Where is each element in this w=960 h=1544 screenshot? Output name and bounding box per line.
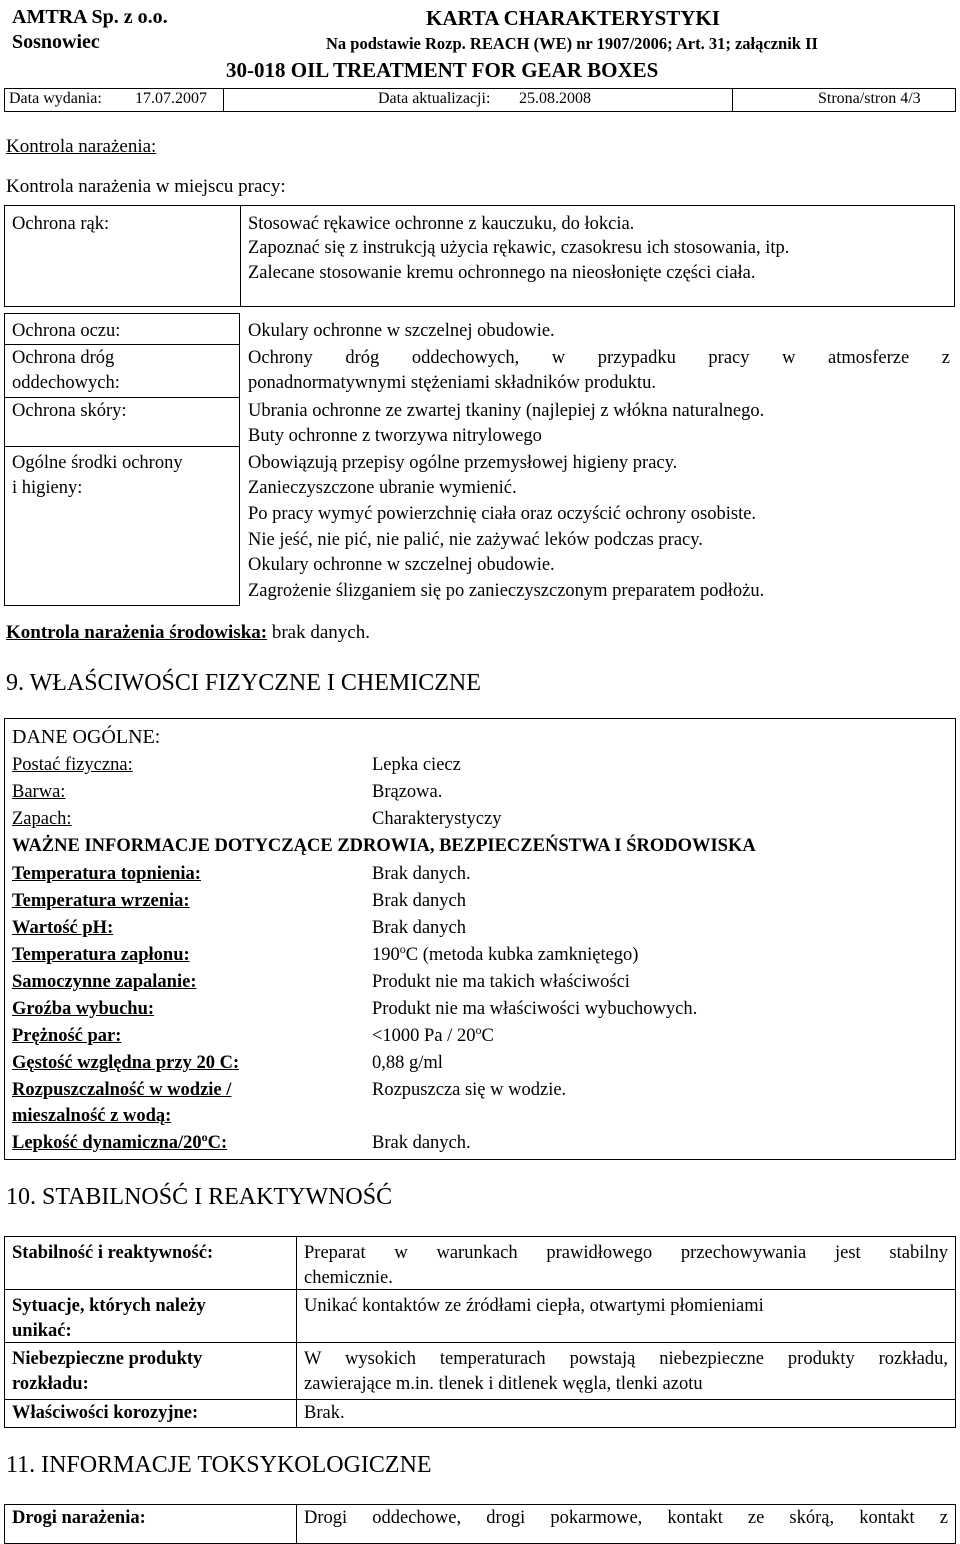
company-city: Sosnowiec [12,31,100,53]
relative-density-label: Gęstość względna przy 20 C: [12,1053,240,1073]
boiling-point-label: Temperatura wrzenia: [12,891,190,911]
regulation-line: Na podstawie Rozp. REACH (WE) nr 1907/2006; Art. 31; załącznik II [326,34,818,53]
hands-protection-line: Zapoznać się z instrukcją użycia rękawic, czasokresu ich stosowania, itp. [248,238,790,258]
eye-protection-text: Okulary ochronne w szczelnej obudowie. [248,321,555,341]
vapor-pressure-label: Prężność par: [12,1026,122,1046]
exposure-routes-text: Drogi oddechowe, drogi pokarmowe, kontakt ze skórą, kontakt z [304,1508,948,1528]
workplace-exposure-title: Kontrola narażenia w miejscu pracy: [6,176,286,197]
section-9-title: 9. WŁAŚCIWOŚCI FIZYCZNE I CHEMICZNE [6,670,481,696]
stability-text: chemicznie. [304,1268,393,1288]
respiratory-protection-label: oddechowych: [12,373,120,393]
solubility-value: Rozpuszcza się w wodzie. [372,1080,567,1100]
update-date-label: Data aktualizacji: [378,90,491,107]
environment-exposure-value: brak danych. [267,622,370,643]
physical-form-label: Postać fizyczna: [12,755,133,775]
important-info-heading: WAŻNE INFORMACJE DOTYCZĄCE ZDROWIA, BEZPIECZEŃSTWA I ŚRODOWISKA [12,836,756,856]
header-rule-bottom [4,111,956,112]
avoid-conditions-label: Sytuacje, których należy [12,1296,206,1316]
explosion-hazard-label: Groźba wybuchu: [12,999,155,1019]
avoid-conditions-label: unikać: [12,1321,72,1341]
header-rule-top [4,88,956,89]
ph-value: Brak danych [372,918,467,938]
color-value: Brązowa. [372,782,443,802]
eye-protection-label: Ochrona oczu: [12,321,121,341]
color-label: Barwa: [12,782,66,802]
stability-label: Stabilność i reaktywność: [12,1243,214,1263]
hazardous-decomposition-text: W wysokich temperaturach powstają niebezpieczne produkty rozkładu, [304,1349,948,1369]
physical-form-value: Lepka ciecz [372,755,461,775]
hands-box-divider [240,205,241,307]
solubility-label: Rozpuszczalność w wodzie / [12,1080,232,1100]
general-hygiene-line: Nie jeść, nie pić, nie palić, nie zażywać leków podczas pracy. [248,530,703,550]
exposure-control-title: Kontrola narażenia: [6,136,157,157]
ph-label: Wartość pH: [12,918,114,938]
general-data-heading: DANE OGÓLNE: [12,726,161,748]
flash-point-value: 190$^o$C (metoda kubka zamkniętego) [372,941,639,965]
company-name: AMTRA Sp. z o.o. [12,6,168,28]
solubility-label: mieszalność z wodą: [12,1106,172,1126]
general-hygiene-line: Zagrożenie ślizganiem się po zanieczyszczonym preparatem podłożu. [248,581,765,601]
protection-label-divider [4,446,240,447]
hands-protection-line: Stosować rękawice ochronne z kauczuku, do łokcia. [248,214,635,234]
self-ignition-value: Produkt nie ma takich właściwości [372,972,630,992]
odor-label: Zapach: [12,809,72,829]
product-name: 30-018 OIL TREATMENT FOR GEAR BOXES [226,58,659,82]
explosion-hazard-value: Produkt nie ma właściwości wybuchowych. [372,999,698,1019]
odor-value: Charakterystyczy [372,809,502,829]
flash-point-label: Temperatura zapłonu: [12,945,190,965]
stability-row-divider [4,1399,956,1400]
environment-exposure [6,622,370,644]
header-cell-divider [4,88,5,112]
skin-protection-text: Buty ochronne z tworzywa nitrylowego [248,426,542,446]
vapor-pressure-value: <1000 Pa / 20$^o$C [372,1022,494,1046]
boiling-point-value: Brak danych [372,891,467,911]
header-cell-divider [223,88,224,112]
issue-date-label: Data wydania: [9,90,102,107]
document-title: KARTA CHARAKTERYSTYKI [426,6,720,30]
general-hygiene-line: Okulary ochronne w szczelnej obudowie. [248,555,555,575]
viscosity-label: Lepkość dynamiczna/20$^o$C: [12,1129,228,1153]
self-ignition-label: Samoczynne zapalanie: [12,972,197,992]
protection-label-divider [4,344,240,345]
melting-point-value: Brak danych. [372,864,471,884]
avoid-conditions-text: Unikać kontaktów ze źródłami ciepła, otwartymi płomieniami [304,1296,764,1316]
skin-protection-label: Ochrona skóry: [12,401,127,421]
corrosive-properties-value: Brak. [304,1403,345,1423]
general-hygiene-line: Zanieczyszczone ubranie wymienić. [248,478,517,498]
section-10-title: 10. STABILNOŚĆ I REAKTYWNOŚĆ [6,1184,393,1210]
issue-date: 17.07.2007 [135,90,207,107]
hands-protection-line: Zalecane stosowanie kremu ochronnego na nieosłonięte części ciała. [248,263,756,283]
stability-row-divider [4,1289,956,1290]
general-hygiene-line: Obowiązują przepisy ogólne przemysłowej higieny pracy. [248,453,678,473]
relative-density-value: 0,88 g/ml [372,1053,443,1073]
respiratory-protection-text: ponadnormatywnymi stężeniami składników produktu. [248,373,656,393]
skin-protection-text: Ubrania ochronne ze zwartej tkaniny (najlepiej z włókna naturalnego. [248,401,765,421]
general-hygiene-label: Ogólne środki ochrony [12,453,183,473]
general-hygiene-label: i higieny: [12,478,83,498]
respiratory-protection-label: Ochrona dróg [12,348,115,368]
stability-row-divider [4,1342,956,1343]
page-number: Strona/stron 4/3 [818,90,921,107]
respiratory-protection-text: Ochrony dróg oddechowych, w przypadku pracy w atmosferze z [248,348,950,368]
hazardous-decomposition-text: zawierające m.in. tlenek i ditlenek węgla, tlenki azotu [304,1374,703,1394]
hands-protection-label: Ochrona rąk: [12,214,110,234]
stability-text: Preparat w warunkach prawidłowego przechowywania jest stabilny [304,1243,948,1263]
corrosive-properties-label: Właściwości korozyjne: [12,1403,199,1423]
viscosity-value: Brak danych. [372,1133,471,1153]
exposure-routes-label: Drogi narażenia: [12,1508,146,1528]
header-cell-divider [732,88,733,112]
melting-point-label: Temperatura topnienia: [12,864,201,884]
hazardous-decomposition-label: Niebezpieczne produkty [12,1349,203,1369]
general-hygiene-line: Po pracy wymyć powierzchnię ciała oraz oczyścić ochrony osobiste. [248,504,757,524]
update-date: 25.08.2008 [519,90,591,107]
hazardous-decomposition-label: rozkładu: [12,1374,89,1394]
header-cell-divider [955,88,956,112]
protection-label-divider [4,397,240,398]
environment-exposure-label: Kontrola narażenia środowiska: [6,622,268,643]
section-11-title: 11. INFORMACJE TOKSYKOLOGICZNE [6,1452,432,1478]
toxicology-table-divider [296,1504,297,1544]
